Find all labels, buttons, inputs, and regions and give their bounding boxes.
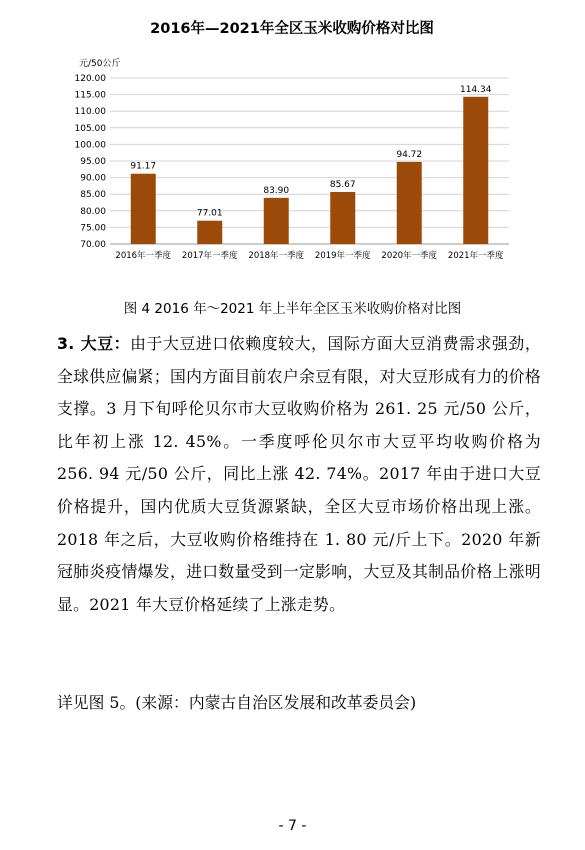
value-labels bbox=[130, 85, 491, 219]
y-tick-label: 110.00 bbox=[74, 107, 106, 118]
value-label: 91.17 bbox=[130, 161, 157, 172]
soybean-paragraph bbox=[57, 328, 541, 621]
y-axis-unit-label: 元/50公斤 bbox=[79, 59, 121, 69]
value-label: 94.72 bbox=[396, 149, 423, 160]
bar bbox=[463, 97, 488, 244]
page-number: - 7 - bbox=[278, 818, 307, 834]
value-label: 114.34 bbox=[460, 84, 492, 95]
x-tick-label: 2020年一季度 bbox=[381, 251, 438, 261]
y-tick-label: 100.00 bbox=[74, 140, 106, 151]
value-label: 77.01 bbox=[196, 208, 223, 219]
x-tick-label: 2018年一季度 bbox=[248, 251, 305, 261]
y-tick-label: 95.00 bbox=[80, 157, 106, 167]
y-tick-label: 105.00 bbox=[74, 123, 106, 134]
x-tick-label: 2021年一季度 bbox=[447, 251, 504, 261]
bars bbox=[131, 97, 489, 244]
x-tick-label: 2019年一季度 bbox=[314, 251, 371, 261]
paragraph-body: 由于大豆进口依赖度较大，国际方面大豆消费需求强劲，全球供应偏紧；国内方面目前农户余豆有限，对大豆形成有力的价格支撑。3 月下旬呼伦贝尔市大豆收购价格为 261. 25 元/50 公斤，比年初上涨 12. 45%。一季度呼伦贝尔市大豆平均收购价格为 256. 94 元/50 公斤，同比上涨 42. 74%。2017 年由于进口大豆价格提升，国内优质大豆货源紧缺，全区大豆市场价格出现上涨。2018 年之后，大豆收购价格维持在 1. 80 元/斤上下。2020 年新冠肺炎疫情爆发，进口数量受到一定影响，大豆及其制品价格上涨明显。2021 年大豆价格延续了上涨走势。 bbox=[57, 334, 541, 614]
y-tick-label: 70.00 bbox=[80, 240, 106, 250]
value-label: 83.90 bbox=[263, 185, 290, 196]
y-axis-ticks bbox=[75, 74, 107, 250]
bar bbox=[330, 192, 355, 244]
y-tick-label: 75.00 bbox=[80, 223, 106, 234]
gridlines bbox=[110, 78, 509, 244]
y-tick-label: 120.00 bbox=[74, 74, 106, 84]
y-tick-label: 115.00 bbox=[74, 90, 106, 101]
chart-title: 2016年—2021年全区玉米收购价格对比图 bbox=[150, 21, 434, 37]
bar bbox=[264, 198, 289, 244]
value-label: 85.67 bbox=[329, 179, 356, 190]
y-tick-label: 90.00 bbox=[80, 173, 106, 184]
bar bbox=[397, 162, 422, 244]
bar bbox=[197, 221, 222, 244]
y-tick-label: 80.00 bbox=[80, 206, 106, 217]
figure-caption: 图 4 2016 年～2021 年上半年全区玉米收购价格对比图 bbox=[123, 301, 462, 317]
corn-price-bar-chart bbox=[0, 0, 585, 300]
y-tick-label: 85.00 bbox=[80, 190, 106, 201]
source-note: 详见图 5。(来源：内蒙古自治区发展和改革委员会) bbox=[57, 693, 417, 712]
bar bbox=[131, 174, 156, 244]
x-axis-ticks bbox=[115, 250, 504, 261]
x-tick-label: 2016年一季度 bbox=[115, 251, 172, 261]
paragraph-heading: 3. 大豆： bbox=[57, 334, 131, 353]
x-tick-label: 2017年一季度 bbox=[181, 251, 238, 261]
